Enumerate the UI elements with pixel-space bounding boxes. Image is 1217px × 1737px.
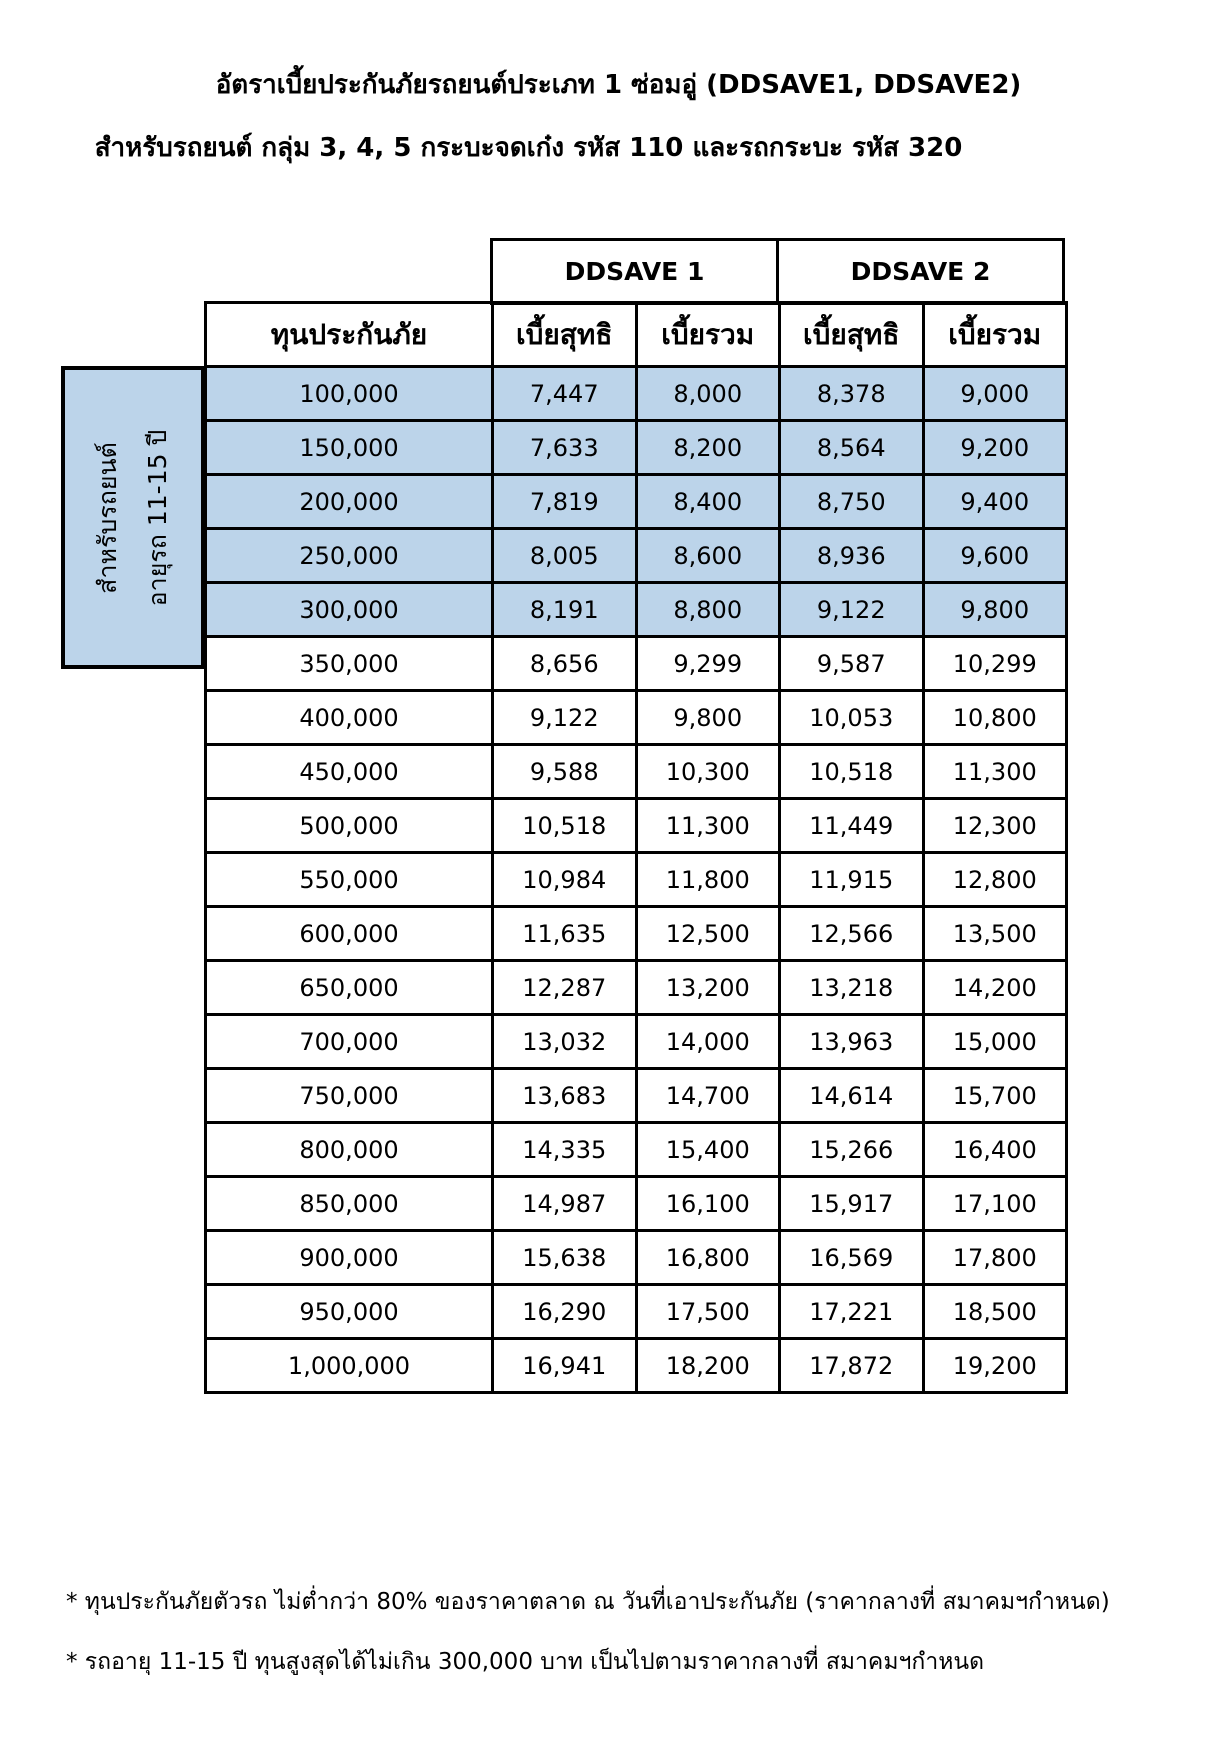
cell-ddsave1-net: 7,447 [493,367,637,421]
cell-capital: 500,000 [206,799,493,853]
cell-ddsave2-total: 10,299 [923,637,1067,691]
cell-ddsave2-net: 10,053 [780,691,924,745]
cell-ddsave1-net: 7,633 [493,421,637,475]
vehicle-age-label-line2: อายุรถ 11-15 ปี [143,429,172,606]
cell-ddsave1-total: 18,200 [636,1339,780,1393]
footnote-capital: * ทุนประกันภัยตัวรถ ไม่ต่ำกว่า 80% ของราคาตลาด ณ วันที่เอาประกันภัย (ราคากลางที่ สมาคมฯกำหนด) [66,1589,1110,1615]
cell-ddsave2-total: 17,100 [923,1177,1067,1231]
cell-ddsave1-net: 13,683 [493,1069,637,1123]
cell-capital: 650,000 [206,961,493,1015]
plan-ddsave2-header: DDSAVE 2 [778,240,1064,304]
cell-ddsave2-net: 12,566 [780,907,924,961]
cell-ddsave1-total: 16,100 [636,1177,780,1231]
table-row [206,1177,1067,1231]
cell-ddsave1-total: 12,500 [636,907,780,961]
cell-ddsave2-total: 9,200 [923,421,1067,475]
cell-ddsave1-total: 8,400 [636,475,780,529]
table-row [206,367,1067,421]
cell-capital: 900,000 [206,1231,493,1285]
cell-capital: 300,000 [206,583,493,637]
cell-ddsave1-net: 16,290 [493,1285,637,1339]
cell-ddsave1-net: 11,635 [493,907,637,961]
col-header-ddsave1-net: เบี้ยสุทธิ [493,303,637,367]
cell-ddsave1-net: 7,819 [493,475,637,529]
cell-capital: 550,000 [206,853,493,907]
cell-ddsave2-total: 18,500 [923,1285,1067,1339]
cell-ddsave2-total: 16,400 [923,1123,1067,1177]
cell-ddsave2-total: 9,600 [923,529,1067,583]
cell-ddsave1-total: 16,800 [636,1231,780,1285]
table-row [206,907,1067,961]
cell-ddsave1-total: 9,800 [636,691,780,745]
table-row [206,583,1067,637]
vehicle-age-label [83,429,183,606]
cell-ddsave2-total: 17,800 [923,1231,1067,1285]
cell-capital: 400,000 [206,691,493,745]
col-header-ddsave2-total: เบี้ยรวม [923,303,1067,367]
cell-ddsave1-total: 10,300 [636,745,780,799]
cell-ddsave1-total: 9,299 [636,637,780,691]
cell-ddsave2-total: 15,700 [923,1069,1067,1123]
table-row [206,1231,1067,1285]
cell-ddsave1-net: 8,656 [493,637,637,691]
table-row [206,691,1067,745]
cell-ddsave2-net: 13,963 [780,1015,924,1069]
cell-ddsave2-total: 15,000 [923,1015,1067,1069]
cell-ddsave2-net: 10,518 [780,745,924,799]
column-header-row [206,303,1067,367]
cell-ddsave1-net: 8,191 [493,583,637,637]
cell-ddsave1-total: 8,600 [636,529,780,583]
cell-ddsave2-total: 11,300 [923,745,1067,799]
cell-ddsave2-net: 8,936 [780,529,924,583]
cell-ddsave1-net: 10,518 [493,799,637,853]
table-row [206,1339,1067,1393]
cell-ddsave1-total: 14,000 [636,1015,780,1069]
cell-ddsave2-total: 13,500 [923,907,1067,961]
cell-capital: 450,000 [206,745,493,799]
cell-ddsave1-total: 17,500 [636,1285,780,1339]
cell-ddsave1-net: 9,588 [493,745,637,799]
cell-capital: 950,000 [206,1285,493,1339]
cell-ddsave1-total: 11,300 [636,799,780,853]
cell-ddsave2-total: 14,200 [923,961,1067,1015]
cell-capital: 1,000,000 [206,1339,493,1393]
cell-ddsave1-net: 16,941 [493,1339,637,1393]
cell-ddsave2-net: 13,218 [780,961,924,1015]
cell-ddsave2-total: 9,400 [923,475,1067,529]
cell-ddsave1-net: 14,987 [493,1177,637,1231]
table-row [206,1285,1067,1339]
table-row [206,1015,1067,1069]
col-header-ddsave1-total: เบี้ยรวม [636,303,780,367]
table-row [206,961,1067,1015]
cell-ddsave2-net: 15,266 [780,1123,924,1177]
cell-ddsave1-net: 8,005 [493,529,637,583]
cell-ddsave2-net: 11,449 [780,799,924,853]
cell-ddsave1-net: 13,032 [493,1015,637,1069]
cell-ddsave2-net: 17,221 [780,1285,924,1339]
cell-ddsave2-net: 15,917 [780,1177,924,1231]
cell-ddsave2-net: 16,569 [780,1231,924,1285]
cell-capital: 150,000 [206,421,493,475]
footnote-age-limit: * รถอายุ 11-15 ปี ทุนสูงสุดได้ไม่เกิน 300,000 บาท เป็นไปตามราคากลางที่ สมาคมฯกำหนด [66,1649,985,1675]
cell-ddsave1-total: 13,200 [636,961,780,1015]
table-row [206,1123,1067,1177]
cell-ddsave2-net: 8,378 [780,367,924,421]
rate-rows [206,367,1067,1393]
cell-ddsave2-total: 9,000 [923,367,1067,421]
cell-ddsave1-total: 15,400 [636,1123,780,1177]
cell-ddsave2-total: 12,300 [923,799,1067,853]
cell-ddsave2-total: 12,800 [923,853,1067,907]
cell-capital: 350,000 [206,637,493,691]
cell-capital: 850,000 [206,1177,493,1231]
cell-ddsave1-total: 8,200 [636,421,780,475]
table-row [206,475,1067,529]
cell-capital: 200,000 [206,475,493,529]
cell-capital: 250,000 [206,529,493,583]
cell-capital: 600,000 [206,907,493,961]
vehicle-age-label-box [61,366,205,669]
table-row [206,853,1067,907]
cell-capital: 750,000 [206,1069,493,1123]
cell-ddsave1-net: 14,335 [493,1123,637,1177]
cell-capital: 100,000 [206,367,493,421]
cell-ddsave2-total: 9,800 [923,583,1067,637]
vehicle-age-label-line1: สำหรับรถยนต์ [93,441,122,594]
cell-capital: 700,000 [206,1015,493,1069]
cell-ddsave2-net: 14,614 [780,1069,924,1123]
table-row [206,745,1067,799]
page-title: อัตราเบี้ยประกันภัยรถยนต์ประเภท 1 ซ่อมอู่ (DDSAVE1, DDSAVE2) [215,70,1022,100]
cell-ddsave1-total: 8,800 [636,583,780,637]
cell-ddsave2-net: 17,872 [780,1339,924,1393]
cell-ddsave2-net: 11,915 [780,853,924,907]
cell-ddsave2-total: 19,200 [923,1339,1067,1393]
cell-ddsave1-total: 11,800 [636,853,780,907]
plan-header-table [490,238,1065,305]
col-header-capital: ทุนประกันภัย [206,303,493,367]
cell-ddsave2-net: 9,587 [780,637,924,691]
cell-ddsave2-net: 8,564 [780,421,924,475]
cell-ddsave2-total: 10,800 [923,691,1067,745]
cell-ddsave1-total: 14,700 [636,1069,780,1123]
premium-rates-table [204,301,1068,1394]
cell-ddsave1-net: 9,122 [493,691,637,745]
table-row [206,421,1067,475]
plan-ddsave1-header: DDSAVE 1 [492,240,778,304]
cell-capital: 800,000 [206,1123,493,1177]
table-row [206,1069,1067,1123]
table-row [206,529,1067,583]
cell-ddsave1-total: 8,000 [636,367,780,421]
cell-ddsave1-net: 12,287 [493,961,637,1015]
page-subtitle: สำหรับรถยนต์ กลุ่ม 3, 4, 5 กระบะจดเก๋ง รหัส 110 และรถกระบะ รหัส 320 [94,133,963,163]
cell-ddsave1-net: 10,984 [493,853,637,907]
table-row [206,637,1067,691]
cell-ddsave1-net: 15,638 [493,1231,637,1285]
cell-ddsave2-net: 8,750 [780,475,924,529]
table-row [206,799,1067,853]
col-header-ddsave2-net: เบี้ยสุทธิ [780,303,924,367]
cell-ddsave2-net: 9,122 [780,583,924,637]
